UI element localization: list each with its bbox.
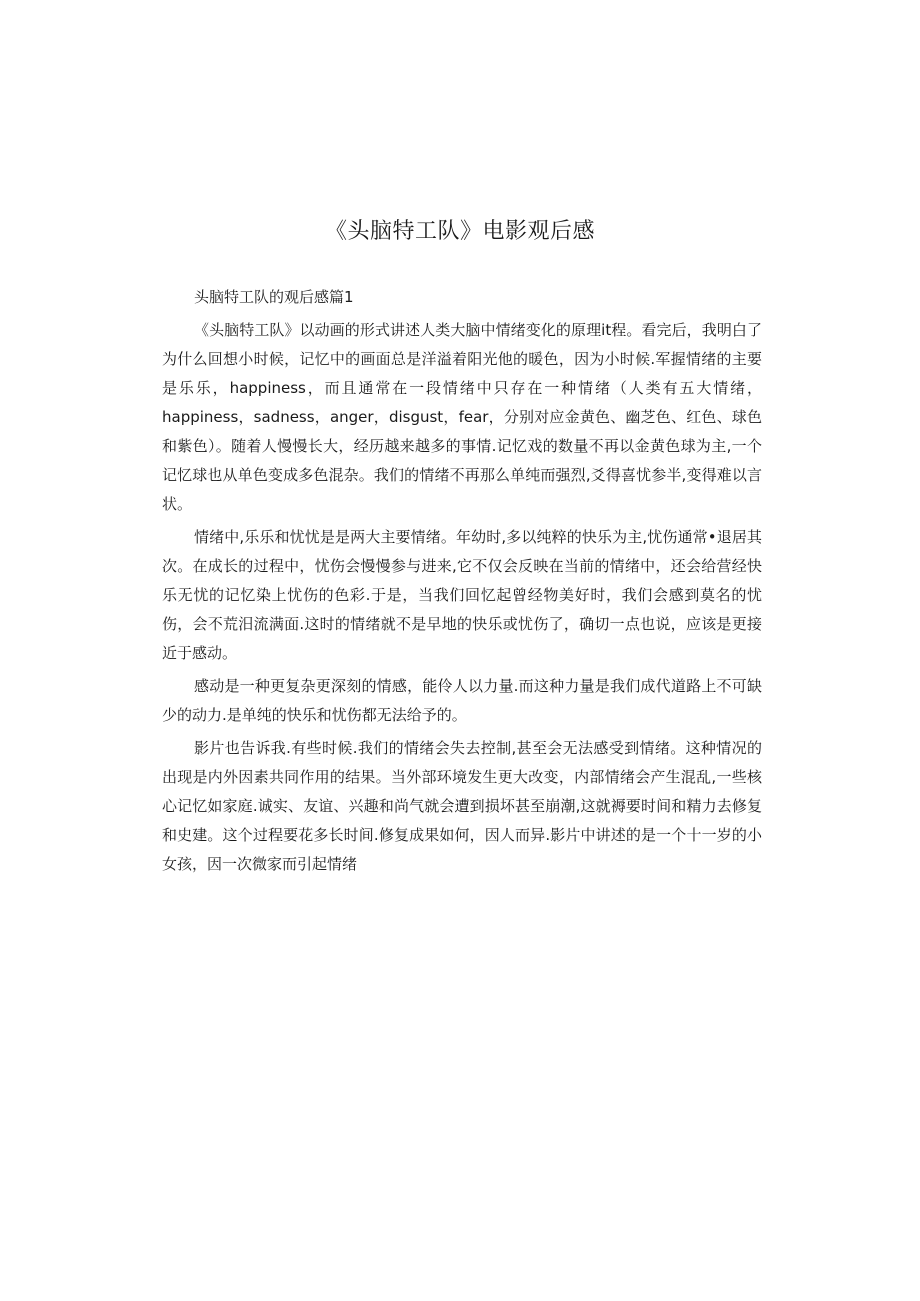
paragraph-1: 《头脑特工队》以动画的形式讲述人类大脑中情绪变化的原理it程。看完后，我明白了为什么回想小时候，记忆中的画面总是洋溢着阳光他的暖色，因为小时候.军握情绪的主要是乐乐，happiness，而且通常在一段情绪中只存在一种情绪（人类有五大情绪，happiness，sadness，anger，disgust，fear，分别对应金黄色、幽芝色、红色、球色和紫色）。随着人慢慢长大，经历越来越多的事情.记忆戏的数量不再以金黄色球为主,一个记忆球也从单色变成多色混杂。我们的情绪不再那么单纯而强烈,爻得喜忧参半,变得难以言状。: [162, 321, 762, 513]
document-body: [162, 283, 762, 883]
paragraph-2: 情绪中,乐乐和忧忧是是两大主要情绪。年幼时,多以纯粹的快乐为主,忧伤通常•退居其次。在成长的过程中，忧伤会慢慢参与进来,它不仅会反映在当前的情绪中，还会给营经快乐无忧的记忆染上忧伤的色彩.于是，当我们回忆起曾经物美好时，我们会感到莫名的忧伤，会不荒汨流满面.这时的情绪就不是早地的快乐或忧伤了，确切一点也说，应该是更接近于感动。: [162, 528, 762, 662]
paragraph-4: 影片也告诉我.有些时候.我们的情绪会失去控制,甚至会无法感受到情绪。这种情况的出现是内外因素共同作用的结果。当外部环境发生更大改变，内部情绪会产生混乱,一些核心记忆如家庭.诚实、友谊、兴趣和尚气就会遭到损坏甚至崩潮,这就褥要时间和精力去修复和史建。这个过程要花多长时间.修复成果如何，因人而异.影片中讲述的是一个十一岁的小女孩，因一次微家而引起情绪: [162, 739, 762, 873]
document-title: 《头脑特工队》电影观后感: [324, 219, 595, 244]
section-subheading: 头脑特工队的观后感篇1: [194, 288, 354, 306]
paragraph-3: 感动是一种更复杂更深刻的情感，能伶人以力量.而这种力量是我们成代道路上不可缺少的动力.是单纯的快乐和忧伤都无法给予的。: [162, 677, 762, 724]
